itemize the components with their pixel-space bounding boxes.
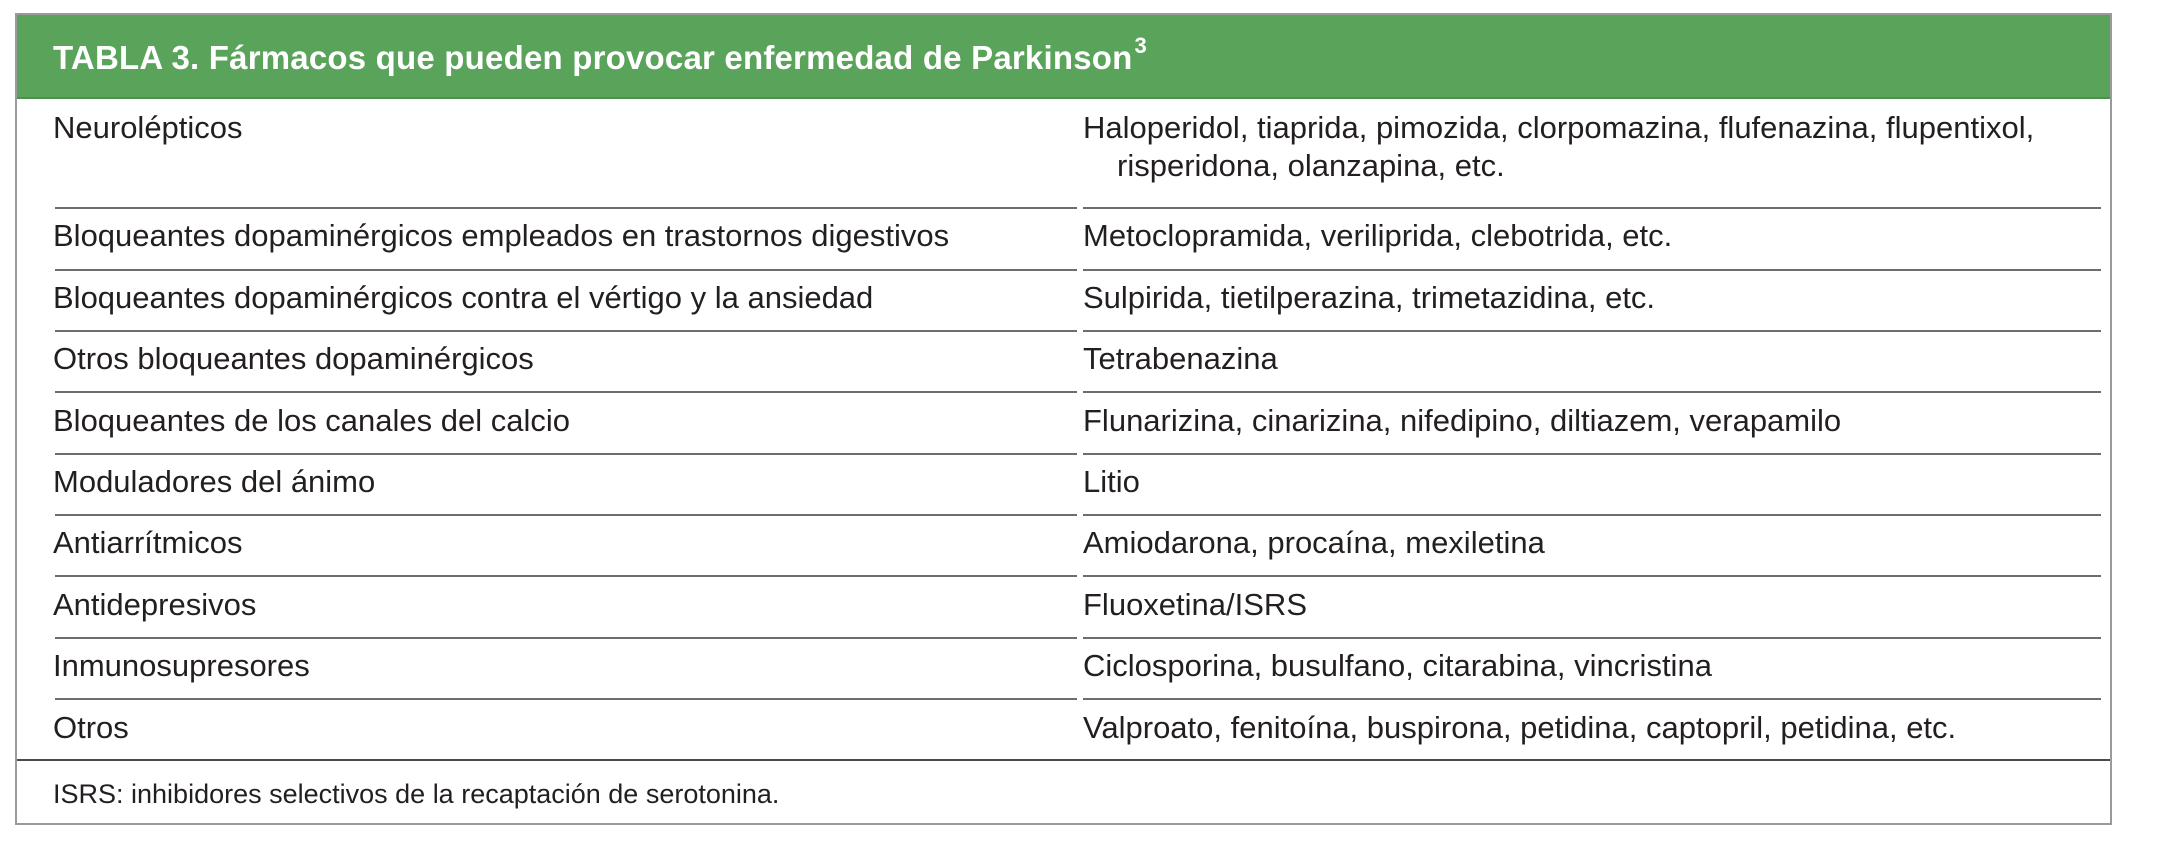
table-row-drugs: Flunarizina, cinarizina, nifedipino, diltiazem, verapamilo xyxy=(1083,403,1842,438)
row-divider xyxy=(1083,514,2101,516)
title-reference-superscript: 3 xyxy=(1134,33,1147,58)
row-divider xyxy=(1083,207,2101,209)
table-footnote: ISRS: inhibidores selectivos de la recaptación de serotonina. xyxy=(53,779,780,809)
row-divider xyxy=(55,391,1077,393)
table-row-category: Bloqueantes dopaminérgicos contra el vértigo y la ansiedad xyxy=(53,280,874,315)
row-divider xyxy=(1083,575,2101,577)
table-row-category: Otros xyxy=(53,710,129,745)
table-title-text: TABLA 3. Fármacos que pueden provocar enfermedad de Parkinson xyxy=(53,39,1133,76)
drug-table xyxy=(15,13,2112,825)
table-row-category: Inmunosupresores xyxy=(53,648,310,683)
row-divider xyxy=(1083,330,2101,332)
row-divider xyxy=(1083,391,2101,393)
table-row-category: Antiarrítmicos xyxy=(53,525,243,560)
row-divider xyxy=(55,698,1077,700)
row-divider xyxy=(55,453,1077,455)
table-row-category: Antidepresivos xyxy=(53,587,257,622)
table-row-category: Bloqueantes de los canales del calcio xyxy=(53,403,571,438)
table-row-drugs-line1: Haloperidol, tiaprida, pimozida, clorpomazina, flufenazina, flupentixol, xyxy=(1083,110,2035,145)
row-divider xyxy=(1083,698,2101,700)
table-header xyxy=(17,15,2110,99)
table-row-category: Neurolépticos xyxy=(53,110,243,145)
table-row-drugs xyxy=(1083,109,2103,185)
table-row-drugs: Fluoxetina/ISRS xyxy=(1083,587,1307,622)
table-bottom-rule xyxy=(17,759,2110,761)
table-title xyxy=(53,33,1147,77)
row-divider xyxy=(55,330,1077,332)
table-row-drugs-line2: risperidona, olanzapina, etc. xyxy=(1117,148,1505,183)
table-row-category: Moduladores del ánimo xyxy=(53,464,376,499)
row-divider xyxy=(55,207,1077,209)
row-divider xyxy=(55,637,1077,639)
table-row-drugs: Valproato, fenitoína, buspirona, petidina, captopril, petidina, etc. xyxy=(1083,710,1957,745)
table-row-category: Otros bloqueantes dopaminérgicos xyxy=(53,341,534,376)
table-row-drugs: Amiodarona, procaína, mexiletina xyxy=(1083,525,1545,560)
row-divider xyxy=(1083,453,2101,455)
row-divider xyxy=(55,575,1077,577)
row-divider xyxy=(55,269,1077,271)
table-row-drugs: Litio xyxy=(1083,464,1140,499)
table-row-drugs: Metoclopramida, veriliprida, clebotrida, etc. xyxy=(1083,218,1673,253)
table-row-drugs: Sulpirida, tietilperazina, trimetazidina, etc. xyxy=(1083,280,1656,315)
table-row-category: Bloqueantes dopaminérgicos empleados en trastornos digestivos xyxy=(53,218,950,253)
table-row-drugs: Ciclosporina, busulfano, citarabina, vincristina xyxy=(1083,648,1712,683)
row-divider xyxy=(1083,269,2101,271)
row-divider xyxy=(55,514,1077,516)
table-row-drugs: Tetrabenazina xyxy=(1083,341,1278,376)
row-divider xyxy=(1083,637,2101,639)
